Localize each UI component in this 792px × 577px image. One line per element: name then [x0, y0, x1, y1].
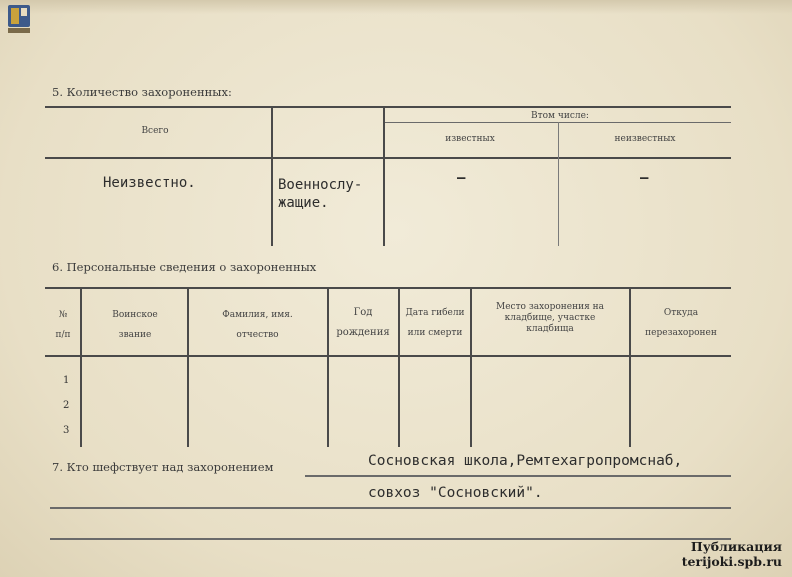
value-category-line1: Военнослу- — [278, 177, 363, 193]
col-num-line2: п/п — [55, 330, 71, 340]
col-num-header — [48, 305, 78, 345]
section5-title: 5. Количество захороненных: — [52, 85, 232, 99]
col-year-line2: рождения — [336, 327, 390, 338]
section6-divider-6 — [629, 287, 631, 447]
section5-top-rule — [45, 106, 731, 108]
col-death-line2: или смерти — [407, 328, 463, 338]
value-total: Неизвестно. — [103, 175, 196, 191]
col-place-line1: Место захоронения на — [495, 302, 604, 312]
value-unknown: – — [640, 170, 649, 186]
col-known-header: известных — [445, 134, 495, 144]
publication-line2[interactable]: terijoki.spb.ru — [681, 554, 782, 569]
publication-line1: Публикация — [690, 539, 782, 554]
col-name-line1: Фамилия, имя. — [222, 310, 293, 320]
row-number-1: 1 — [63, 375, 70, 386]
col-year-header — [330, 303, 396, 343]
publication-watermark — [682, 539, 782, 569]
section7-title: 7. Кто шефствует над захоронением — [52, 460, 274, 474]
col-name-line2: отчество — [236, 330, 279, 340]
patron-underline-3 — [50, 538, 731, 540]
col-place-header — [475, 302, 625, 335]
row-number-3: 3 — [63, 425, 70, 436]
value-category-line2: жащие. — [278, 195, 329, 211]
scan-edge — [0, 0, 792, 14]
section6-divider-5 — [470, 287, 472, 447]
section5-divider-1 — [271, 106, 273, 246]
section6-divider-1 — [80, 287, 82, 447]
col-year-line1: Год — [353, 307, 373, 318]
col-rank-line1: Воинское — [112, 310, 158, 320]
col-from-line1: Откуда — [663, 308, 699, 318]
value-category — [278, 176, 362, 212]
col-from-header — [632, 303, 730, 343]
section5-divider-2 — [383, 106, 385, 246]
col-including-header: Втом числе: — [531, 111, 589, 121]
section6-divider-2 — [187, 287, 189, 447]
patron-line1: Сосновская школа,Ремтехагропромснаб, — [368, 453, 683, 469]
col-death-header — [400, 303, 470, 343]
section6-divider-3 — [327, 287, 329, 447]
patron-line2: совхоз "Сосновский". — [368, 485, 543, 501]
col-num-line1: № — [58, 310, 68, 320]
section5-divider-3 — [558, 122, 559, 246]
section5-header-rule — [45, 157, 731, 159]
row-number-2: 2 — [63, 400, 70, 411]
site-logo-icon — [6, 4, 32, 34]
col-total-header: Всего — [141, 126, 169, 136]
col-place-line2: кладбище, участке — [504, 313, 596, 323]
patron-underline-2 — [50, 507, 731, 509]
col-name-header — [195, 305, 320, 345]
col-from-line2: перезахоронен — [645, 328, 717, 338]
col-unknown-header: неизвестных — [614, 134, 676, 144]
patron-underline-1 — [305, 475, 731, 477]
col-rank-line2: звание — [118, 330, 152, 340]
value-known: – — [457, 170, 466, 186]
col-death-line1: Дата гибели — [405, 308, 465, 318]
col-place-line3: кладбища — [526, 324, 574, 334]
col-rank-header — [90, 305, 180, 345]
section6-title: 6. Персональные сведения о захороненных — [52, 260, 317, 274]
